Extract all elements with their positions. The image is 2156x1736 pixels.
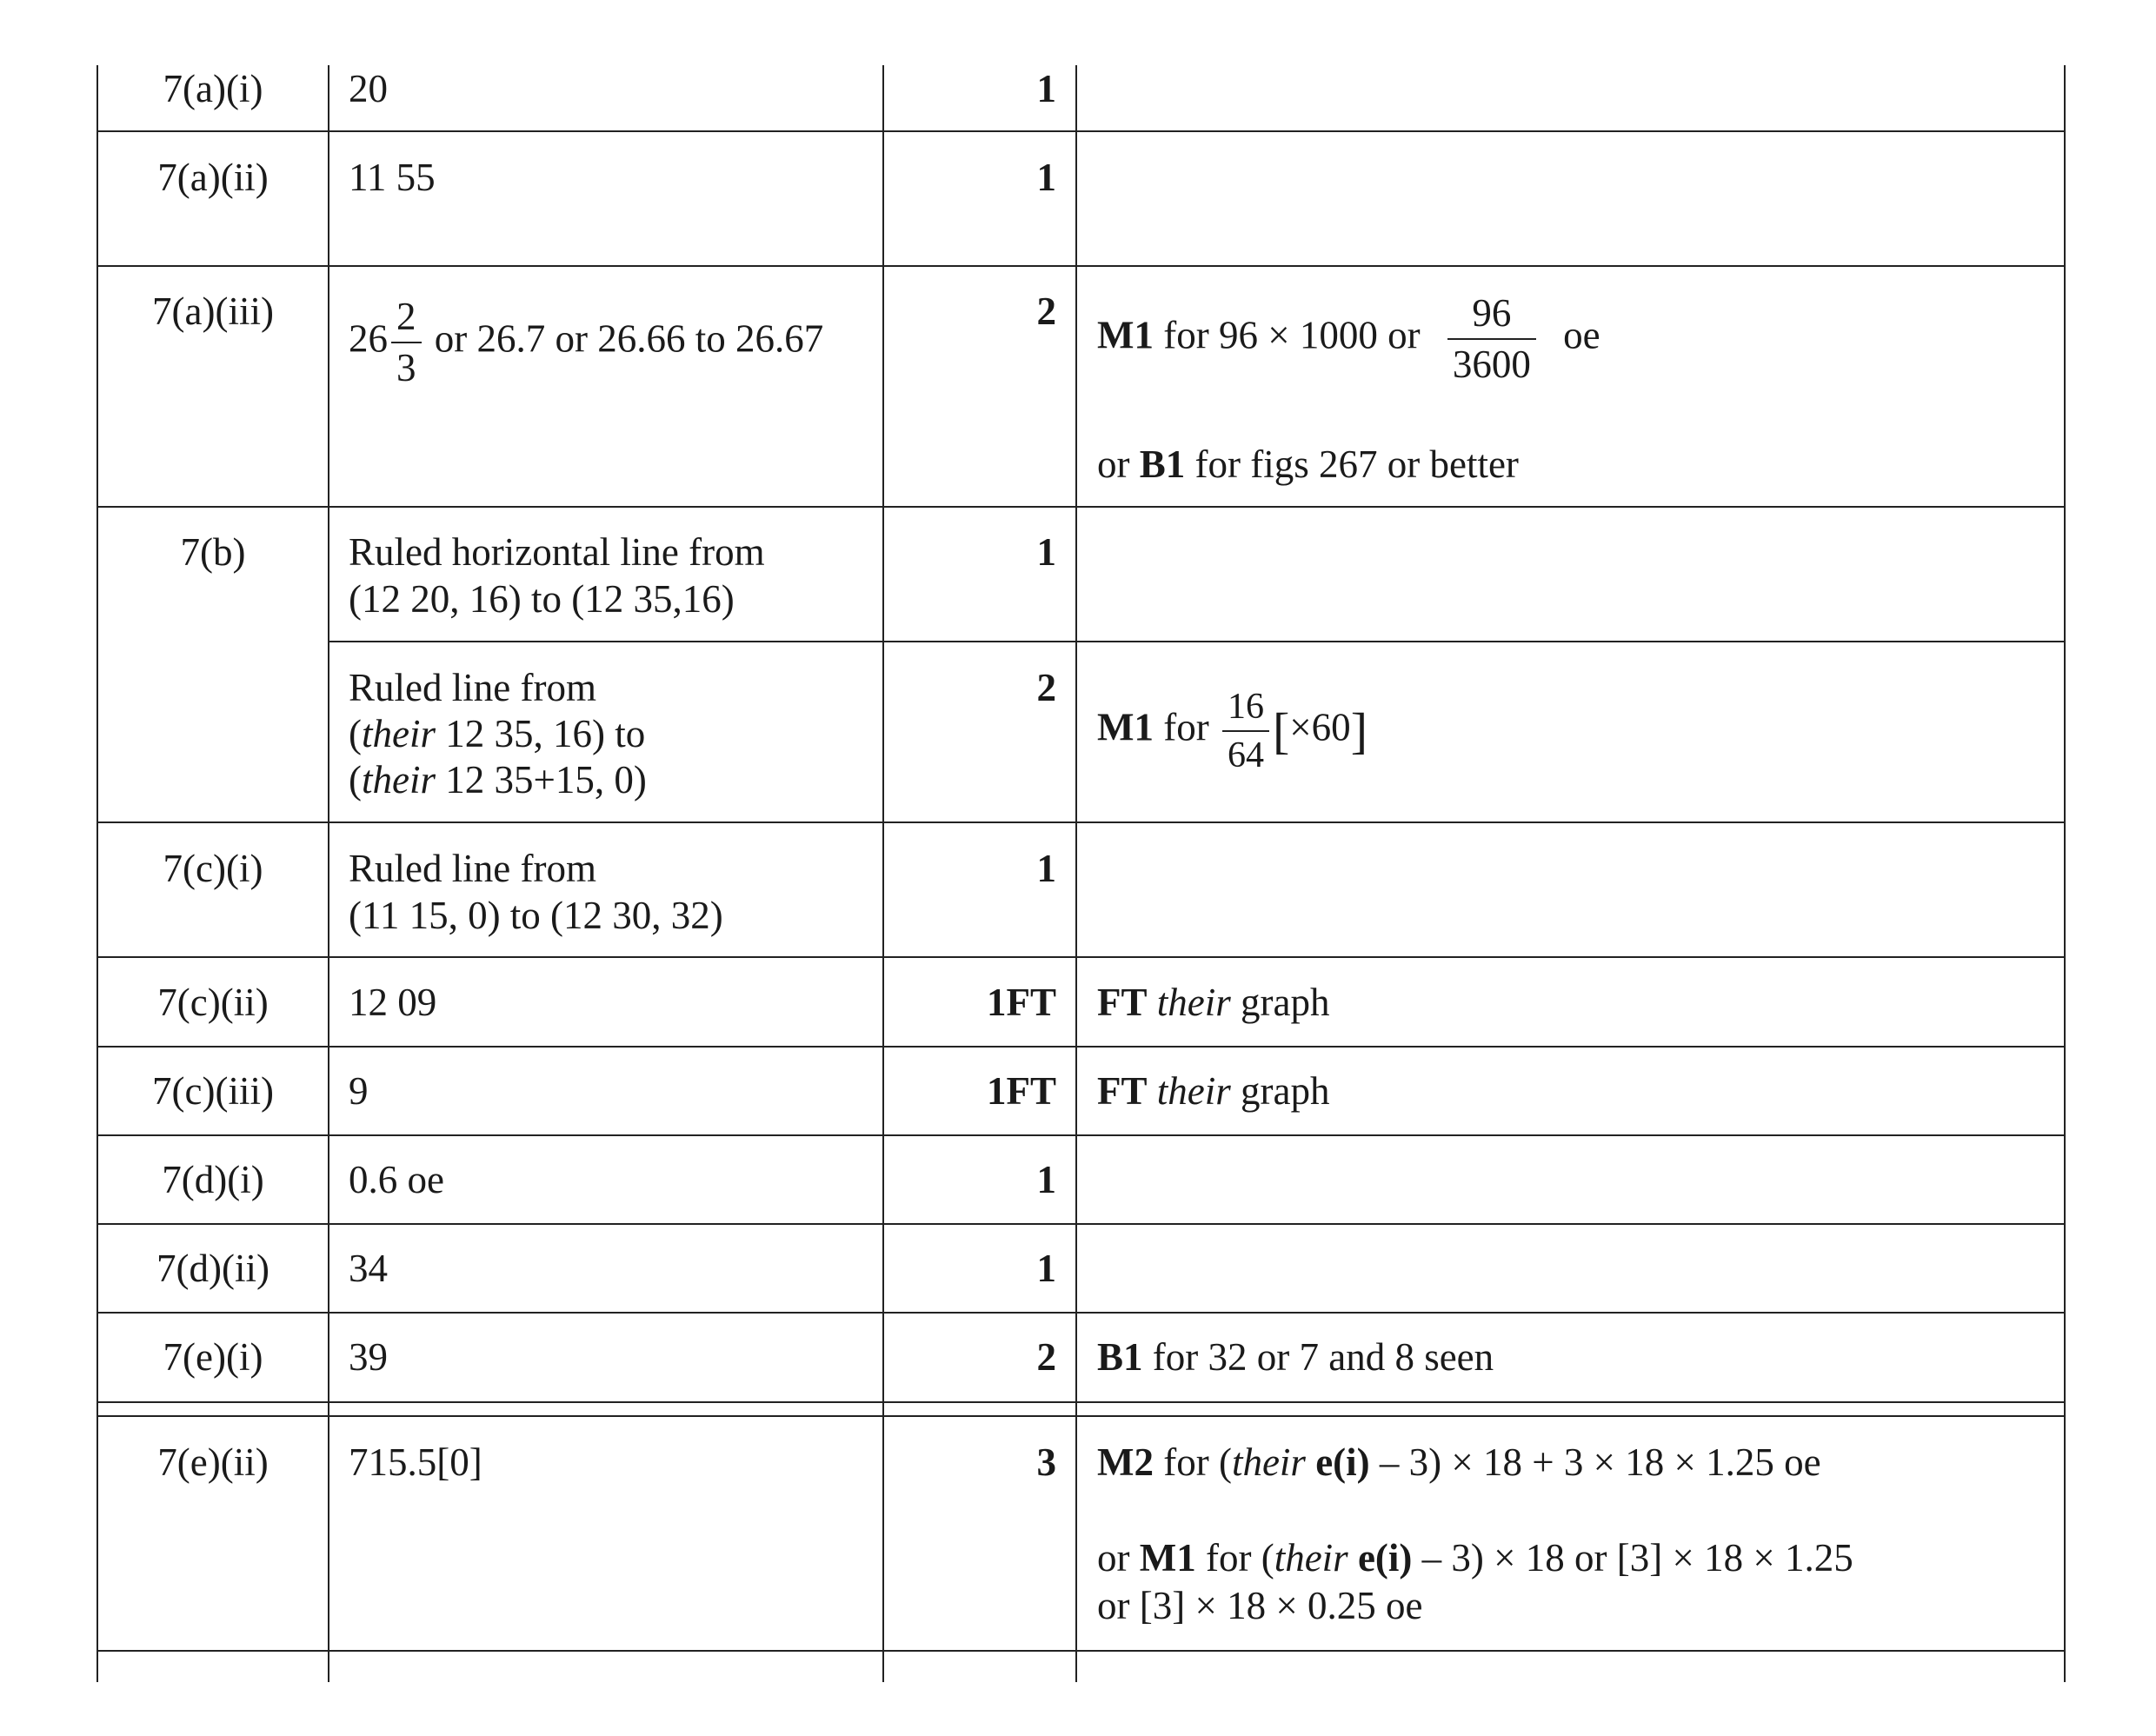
row-rule [96,1134,2066,1136]
answer: (their 12 35+15, 0) [349,758,647,801]
answer: 20 [349,67,388,110]
guidance-bold: e(i) [1315,1440,1370,1484]
row-rule [96,1415,2066,1417]
answer-italic: their [362,758,436,801]
guidance [1097,980,1329,1025]
row-rule [96,956,2066,958]
marks: 1FT [986,981,1056,1024]
mark-code: B1 [1097,1335,1143,1379]
guidance [1097,1535,1853,1580]
question-number: 7(d)(ii) [156,1247,270,1290]
fraction-numerator: 2 [396,295,416,338]
answer-italic: their [362,712,436,755]
answer-text: 12 35+15, 0) [445,758,647,801]
row-rule [96,821,2066,823]
guidance [1097,291,1600,386]
guidance-text: oe [1563,313,1600,357]
row-rule [96,1046,2066,1048]
answer: Ruled line from [349,847,596,890]
question-number: 7(c)(iii) [152,1069,274,1113]
row-rule [96,506,2066,508]
answer: 9 [349,1069,369,1113]
row-rule [96,130,2066,132]
row-rule [96,1401,2066,1403]
question-number: 7(b) [180,530,246,574]
question-number: 7(a)(ii) [157,156,269,199]
question-number: 7(d)(i) [162,1158,264,1201]
answer [349,297,823,388]
marks: 2 [1036,666,1056,709]
column-rule [1075,65,1077,1682]
answer: 34 [349,1247,388,1290]
guidance-text: – 3) × 18 or [3] × 18 × 1.25 [1421,1536,1853,1580]
mark-code: M1 [1139,1536,1196,1580]
guidance-italic: their [1274,1536,1348,1580]
guidance-bold: e(i) [1357,1536,1413,1580]
marks: 1 [1036,530,1056,574]
guidance-text: for ( [1205,1536,1274,1580]
answer: 39 [349,1335,388,1379]
guidance-italic: their [1156,1069,1231,1113]
column-rule [2064,65,2066,1682]
marks: 2 [1036,1335,1056,1379]
marks: 1 [1036,847,1056,890]
marks: 1 [1036,1158,1056,1201]
question-number: 7(e)(ii) [157,1440,269,1484]
mark-code: M1 [1097,705,1154,749]
mark-code: FT [1097,981,1148,1024]
answer: (12 20, 16) to (12 35,16) [349,577,735,621]
answer: 11 55 [349,156,436,199]
answer: (11 15, 0) to (12 30, 32) [349,894,723,937]
guidance-text: for 32 or 7 and 8 seen [1152,1335,1494,1379]
marks: 1 [1036,156,1056,199]
guidance [1097,442,1519,487]
answer-fraction [391,297,422,388]
guidance-text: for [1163,705,1209,749]
guidance [1097,688,1367,774]
row-rule [328,641,2066,642]
guidance-text: graph [1241,981,1330,1024]
guidance-italic: their [1156,981,1231,1024]
answer-text: or 26.7 or 26.66 to 26.67 [434,316,824,361]
mark-code: M1 [1097,313,1154,357]
guidance-fraction [1447,291,1536,386]
guidance-text: or [1097,1536,1130,1580]
answer: Ruled line from [349,666,596,709]
column-rule [328,65,329,1682]
fraction-denominator: 3600 [1447,338,1536,384]
guidance-text: – 3) × 18 + 3 × 18 × 1.25 oe [1379,1440,1821,1484]
marks: 1 [1036,67,1056,110]
row-rule [96,1650,2066,1652]
mark-code: B1 [1139,442,1186,486]
question-number: 7(c)(ii) [157,981,269,1024]
bracket: [ [1272,702,1290,759]
answer: 0.6 oe [349,1158,444,1201]
row-rule [96,265,2066,267]
guidance: or [3] × 18 × 0.25 oe [1097,1584,1423,1627]
guidance-text: for 96 × 1000 or [1163,313,1421,357]
guidance-text: for ( [1163,1440,1232,1484]
mark-code: FT [1097,1069,1148,1113]
guidance [1097,1334,1494,1380]
answer-text: 12 35, 16) to [445,712,646,755]
fraction-denominator: 64 [1222,730,1269,774]
guidance-text: ×60 [1289,705,1351,749]
marks: 1 [1036,1247,1056,1290]
answer: (their 12 35, 16) to [349,712,646,755]
question-number: 7(a)(iii) [152,289,274,333]
fraction-numerator: 96 [1472,291,1512,335]
fraction-denominator: 3 [391,342,422,388]
question-number: 7(a)(i) [163,67,263,110]
mark-code: M2 [1097,1440,1154,1484]
guidance [1097,1440,1821,1485]
marks: 3 [1036,1440,1056,1484]
answer: Ruled horizontal line from [349,530,765,574]
bracket: ] [1350,702,1368,759]
guidance-italic: their [1231,1440,1306,1484]
guidance-text: or [1097,442,1130,486]
marks: 2 [1036,289,1056,333]
marks: 1FT [986,1069,1056,1113]
question-number: 7(e)(i) [163,1335,263,1379]
answer: 12 09 [349,981,437,1024]
row-rule [96,1223,2066,1225]
question-number: 7(c)(i) [163,847,263,890]
answer: 715.5[0] [349,1440,482,1484]
guidance [1097,1068,1329,1114]
answer-whole: 26 [349,316,388,361]
guidance-fraction [1222,688,1269,774]
guidance-text: for figs 267 or better [1194,442,1519,486]
guidance-text: graph [1241,1069,1330,1113]
fraction-numerator: 16 [1227,687,1264,727]
row-rule [96,1312,2066,1314]
